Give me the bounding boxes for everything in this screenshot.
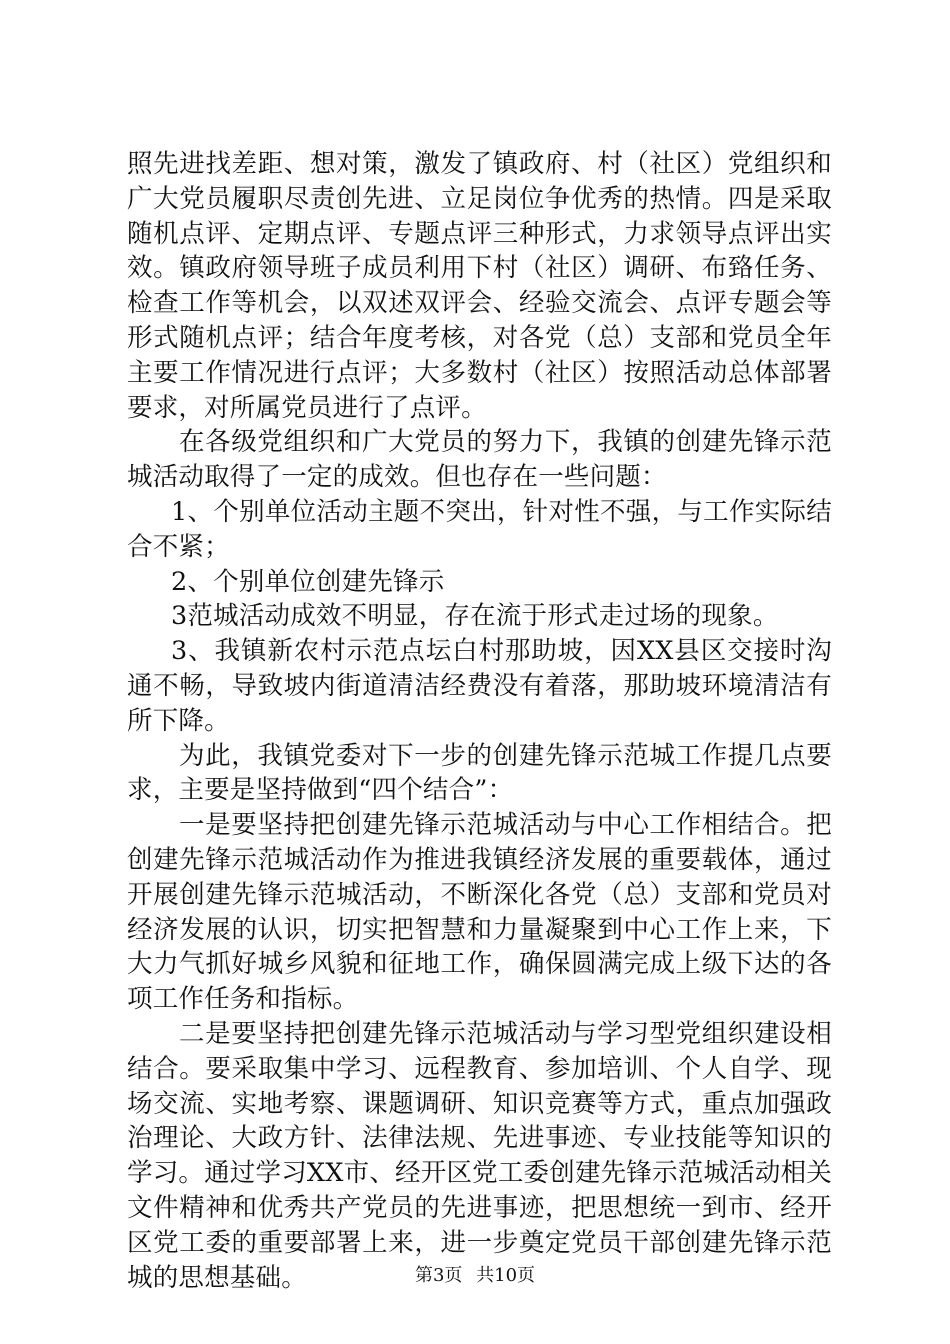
- text-line: 城的思想基础。: [127, 1262, 307, 1293]
- text-line: 项工作任务和指标。: [127, 984, 359, 1015]
- text-line: 城活动取得了一定的成效。但也存在一些问题：: [127, 462, 667, 493]
- text-line: 场交流、实地考察、课题调研、知识竞赛等方式，重点加强政: [127, 1088, 832, 1119]
- text-line: 二是要坚持把创建先锋示范城活动与学习型党组织建设相: [179, 1018, 832, 1049]
- text-line: 3范城活动成效不明显，存在流于形式走过场的现象。: [171, 601, 779, 632]
- page-footer: [0, 1264, 950, 1288]
- page-total: 共10页: [476, 1265, 536, 1286]
- text-line: 要求，对所属党员进行了点评。: [127, 392, 487, 423]
- text-line: 2、个别单位创建先锋示: [171, 566, 445, 597]
- text-line: 照先进找差距、想对策，激发了镇政府、村（社区）党组织和: [127, 149, 832, 179]
- text-line: 主要工作情况进行点评；大多数村（社区）按照活动总体部署: [127, 357, 832, 388]
- text-line: 经济发展的认识，切实把智慧和力量凝聚到中心工作上来，下: [127, 914, 832, 945]
- text-line: 求，主要是坚持做到“四个结合”：: [127, 775, 514, 806]
- text-line: 效。镇政府领导班子成员利用下村（社区）调研、布臵任务、: [127, 253, 832, 284]
- text-line: 大力气抓好城乡风貌和征地工作，确保圆满完成上级下达的各: [127, 949, 832, 980]
- text-line: 形式随机点评；结合年度考核，对各党（总）支部和党员全年: [127, 322, 832, 353]
- text-line: 所下降。: [127, 705, 230, 736]
- text-line: 为此，我镇党委对下一步的创建先锋示范城工作提几点要: [179, 740, 832, 771]
- text-line: 文件精神和优秀共产党员的先进事迹，把思想统一到市、经开: [127, 1192, 832, 1223]
- text-line: 1、个别单位活动主题不突出，针对性不强，与工作实际结: [171, 496, 832, 527]
- text-line: 结合。要采取集中学习、远程教育、参加培训、个人自学、现: [127, 1053, 832, 1084]
- text-line: 合不紧；: [127, 531, 230, 562]
- text-line: 一是要坚持把创建先锋示范城活动与中心工作相结合。把: [179, 810, 832, 841]
- text-line: 检查工作等机会，以双述双评会、经验交流会、点评专题会等: [127, 288, 832, 319]
- text-line: 区党工委的重要部署上来，进一步奠定党员干部创建先锋示范: [127, 1227, 832, 1258]
- text-line: 通不畅，导致坡内街道清洁经费没有着落，那助坡环境清洁有: [127, 670, 832, 701]
- text-line: 开展创建先锋示范城活动，不断深化各党（总）支部和党员对: [127, 879, 832, 910]
- text-line: 创建先锋示范城活动作为推进我镇经济发展的重要载体，通过: [127, 844, 832, 875]
- body-text: [127, 147, 832, 1295]
- text-line: 随机点评、定期点评、专题点评三种形式，力求领导点评出实: [127, 218, 832, 249]
- text-line: 治理论、大政方针、法律法规、先进事迹、专业技能等知识的: [127, 1123, 832, 1154]
- text-line: 广大党员履职尽责创先进、立足岗位争优秀的热情。四是采取: [127, 183, 832, 214]
- text-line: 3、我镇新农村示范点坛白村那助坡，因XX县区交接时沟: [171, 636, 832, 667]
- text-line: 学习。通过学习XX市、经开区党工委创建先锋示范城活动相关: [127, 1158, 832, 1189]
- text-line: 在各级党组织和广大党员的努力下，我镇的创建先锋示范: [179, 427, 832, 458]
- page-number: 第3页: [414, 1265, 463, 1286]
